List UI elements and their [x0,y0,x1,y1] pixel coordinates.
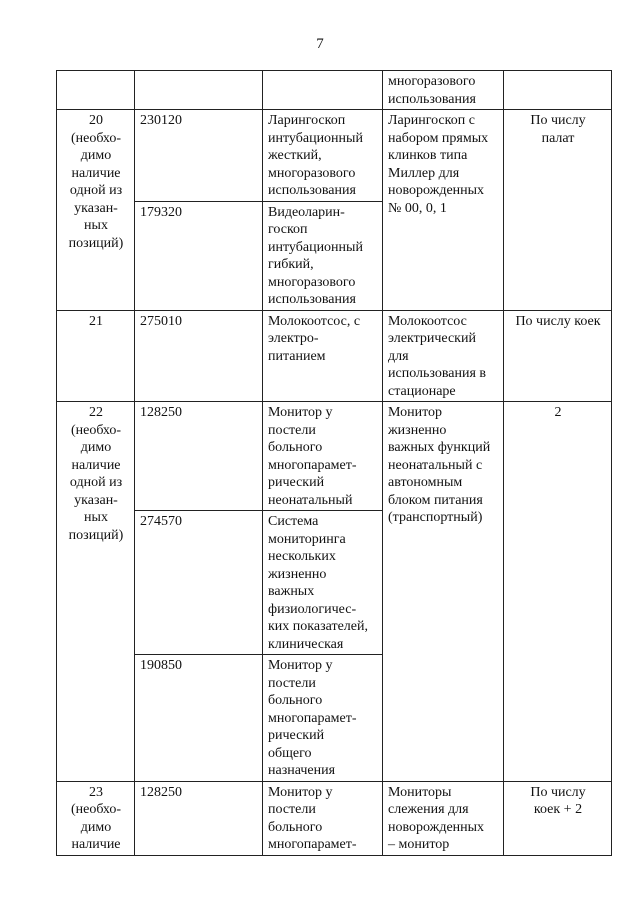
cell-name: Система мониторинга нескольких жизненно важных физиологичес- ких показателей, клиническая [263,511,383,655]
cell-name: Монитор у постели больного многопарамет- рический общего назначения [263,655,383,782]
cell-name: Ларингоскоп интубационный жесткий, многоразового использования [263,110,383,202]
cell-requirement: Мониторы слежения для новорожденных – монитор [383,781,504,855]
cell-num: 21 [57,310,135,402]
cell-num: 20 (необхо- димо наличие одной из указан- ных позиций) [57,110,135,311]
cell-code: 190850 [135,655,263,782]
page-number: 7 [316,36,324,52]
cell-code: 230120 [135,110,263,202]
cell-quantity [504,71,612,110]
cell-num: 23 (необхо- димо наличие [57,781,135,855]
cell-quantity: По числу палат [504,110,612,311]
cell-code: 128250 [135,781,263,855]
cell-requirement: Молокоотсос электрический для использования в стационаре [383,310,504,402]
cell-code: 275010 [135,310,263,402]
cell-name: Монитор у постели больного многопарамет- рический неонатальный [263,402,383,511]
table-row [57,110,612,202]
cell-name: Видеоларин- госкоп интубационный гибкий, многоразового использования [263,201,383,310]
table-row [57,310,612,402]
cell-requirement: Монитор жизненно важных функций неонатальный с автономным блоком питания (транспортный) [383,402,504,782]
cell-code: 274570 [135,511,263,655]
table-row-continuation [57,71,612,110]
cell-code [135,71,263,110]
equipment-table [56,70,612,856]
table-row [57,781,612,855]
cell-quantity: По числу коек [504,310,612,402]
cell-code: 179320 [135,201,263,310]
cell-quantity: По числу коек + 2 [504,781,612,855]
cell-name: Монитор у постели больного многопарамет- [263,781,383,855]
cell-num [57,71,135,110]
cell-requirement: Ларингоскоп с набором прямых клинков типа Миллер для новорожденных № 00, 0, 1 [383,110,504,311]
table-row [57,402,612,511]
cell-code: 128250 [135,402,263,511]
cell-name: Молокоотсос, с электро- питанием [263,310,383,402]
cell-name [263,71,383,110]
cell-quantity: 2 [504,402,612,782]
cell-requirement: многоразового использования [383,71,504,110]
cell-num: 22 (необхо- димо наличие одной из указан- ных позиций) [57,402,135,782]
